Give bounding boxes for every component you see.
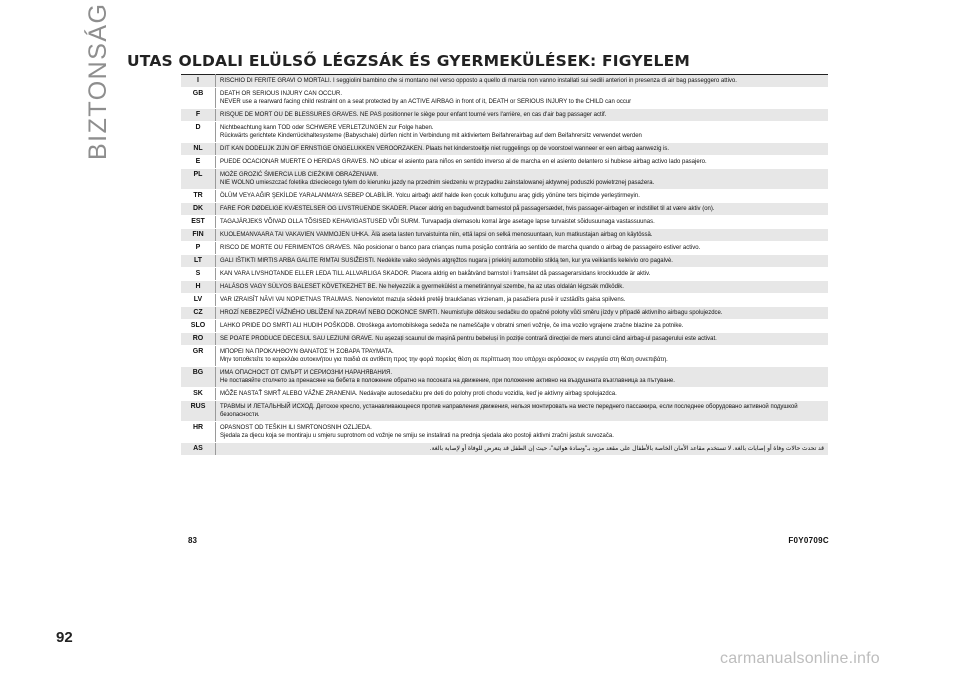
language-code: FIN (181, 229, 216, 242)
warning-row (181, 203, 828, 216)
warning-row (181, 156, 828, 169)
language-code: AS (181, 443, 216, 456)
page-number: 92 (56, 629, 73, 646)
warning-text: VAR IZRAISĪT NĀVI VAI NOPIETNAS TRAUMAS. Nenovietot mazuļa sēdekli pretēji braukšanas virzienam, ja pasažiera pusē ir uzstādīts gaisa spilvens. (216, 294, 829, 307)
warning-text: FARE FOR DØDELIGE KVÆSTELSER OG LIVSTRUENDE SKADER. Placer aldrig en bagudvendt barnestol på passagersædet, hvis passager-airbagen er indstillet til at være aktiv (on). (216, 203, 829, 216)
warning-row (181, 388, 828, 401)
warning-text: DEATH OR SERIOUS INJURY CAN OCCUR. NEVER use a rearward facing child restraint on a seat protected by an ACTIVE AIRBAG in front of it, DEATH or SERIOUS INJURY to the CHILD can occur (216, 88, 829, 109)
warning-text: MOŻE GROZIĆ ŚMIERCIA LUB CIEŻKIMI OBRAŻENIAMI. NIE WOLNO umieszczać foletika dzieciecego tylem do kierunku jazdy na przednim siedzeniu w przypadku zainstalowanej aktywnej poduszki powietrznej pasażera. (216, 169, 829, 190)
warning-row (181, 422, 828, 443)
language-code: LV (181, 294, 216, 307)
language-code: LT (181, 255, 216, 268)
language-code: E (181, 156, 216, 169)
warning-row (181, 346, 828, 367)
warning-text: PUEDE OCACIONAR MUERTE O HERIDAS GRAVES. NO ubicar el asiento para niños en sentido inverso al de marcha en el asiento delantero si hubiese airbag activo lado pasajero. (216, 156, 829, 169)
warning-text: GALI IŠTIKTI MIRTIS ARBA GALITE RIMTAI SUSIŽEISTI. Nedėkite vaiko sėdynės atgręžtos nugara į priekinį automobilio stiklą ten, kur yra veikiantis keleivio oro pagalvė. (216, 255, 829, 268)
warning-text: SE POATE PRODUCE DECESUL SAU LEZIUNI GRAVE. Nu așezați scaunul de mașină pentru bebeluși în poziție contrară direcției de mers atunci când airbag-ul pasagerului este activat. (216, 333, 829, 346)
warning-row (181, 169, 828, 190)
warning-row (181, 109, 828, 122)
warning-text: TAGAJÄRJEKS VÕIVAD OLLA TÕSISED KEHAVIGASTUSED VÕI SURM. Turvapadja olemasolu korral ärge asetage lapse turvaistet sõidusuunaga vastassuunas. (216, 216, 829, 229)
warning-text: MÔŽE NASTAŤ SMRŤ ALEBO VÁŽNE ZRANENIA. Nedávajte autosedačku pre deti do polohy proti chodu vozidla, keď je aktívny airbag spolujazdca. (216, 388, 829, 401)
warning-row (181, 255, 828, 268)
language-code: P (181, 242, 216, 255)
language-code: CZ (181, 307, 216, 320)
warning-row (181, 216, 828, 229)
warning-text: RISCO DE MORTE OU FERIMENTOS GRAVES. Não posicionar o banco para crianças numa posição contrária ao sentido de marcha quando o airbag de passageiro estiver activo. (216, 242, 829, 255)
warning-row (181, 294, 828, 307)
warning-text: HROZÍ NEBEZPEČÍ VÁŽNÉHO UBLÍŽENÍ NA ZDRAVÍ NEBO DOKONCE SMRTI. Neumisťujte dětskou sedačku do opačné polohy vůči směru jízdy v případě aktivního airbagu spolujezdce. (216, 307, 829, 320)
language-code: H (181, 281, 216, 294)
warning-text: OPASNOST OD TEŠKIH ILI SMRTONOSNIH OZLJEDA. Sjedala za djecu koja se montiraju u smjeru suprotnom od vožnje ne smiju se instalirati na prednja sjedala ako postoji aktivni zračni jastuk suvozača. (216, 422, 829, 443)
site-watermark: carmanualsonline.info (720, 650, 880, 667)
language-code: EST (181, 216, 216, 229)
language-code: D (181, 122, 216, 143)
warning-row (181, 367, 828, 388)
language-code: NL (181, 143, 216, 156)
language-code: F (181, 109, 216, 122)
page-heading: UTAS OLDALI ELÜLSŐ LÉGZSÁK ÉS GYERMEKÜLÉSEK: FIGYELEM (127, 52, 691, 70)
figure-number: 83 (188, 536, 197, 545)
warning-row (181, 190, 828, 203)
language-code: SLO (181, 320, 216, 333)
language-code: GB (181, 88, 216, 109)
language-code: RUS (181, 401, 216, 422)
warning-text: ТРАВМЫ И ЛЕТАЛЬНЫЙ ИСХОД. Детское кресло, устанавливающееся против направления движения, нельзя монтировать на месте переднего пассажира, если последнее оборудовано активной подушкой безопасности. (216, 401, 829, 422)
warning-text: DIT KAN DODELIJK ZIJN OF ERNSTIGE ONGELUKKEN VEROORZAKEN. Plaats het kinderstoeltje niet ruggelings op de voorstoel wanneer er een airbag aanwezig is. (216, 143, 829, 156)
language-code: SK (181, 388, 216, 401)
warning-text: RISCHIO DI FERITE GRAVI O MORTALI. I seggiolini bambino che si montano nel verso opposto a quello di marcia non vanno installati sui sedili anteriori in presenza di air bag passeggero attivo. (216, 75, 829, 88)
warning-text: Nichtbeachtung kann TOD oder SCHWERE VERLETZUNGEN zur Folge haben. Rückwärts gerichtete Kinderrückhaltesysteme (Babyschale) dürfen nicht in Verbindung mit aktiviertem Beifahrerairbag auf dem Beifahrersitz verwendet werden (216, 122, 829, 143)
warning-text: ÖLÜM VEYA AĞIR ŞEKİLDE YARALANMAYA SEBEP OLABİLİR. Yolcu airbağı aktif halde iken çocuk koltuğunu araç gidiş yönüne ters biçimde yerleştirmeyin. (216, 190, 829, 203)
language-code: S (181, 268, 216, 281)
language-code: GR (181, 346, 216, 367)
warning-row (181, 401, 828, 422)
language-code: PL (181, 169, 216, 190)
section-sidebar-title: BIZTONSÁG (84, 2, 112, 160)
warning-row (181, 88, 828, 109)
figure-code: F0Y0709C (788, 536, 829, 545)
language-code: TR (181, 190, 216, 203)
warning-row (181, 229, 828, 242)
warning-row (181, 443, 828, 456)
warning-row (181, 281, 828, 294)
warning-row (181, 143, 828, 156)
warning-row (181, 242, 828, 255)
language-code: RO (181, 333, 216, 346)
warning-row (181, 75, 828, 88)
airbag-warning-table (181, 74, 828, 456)
warning-text: ΜΠΟΡΕΙ ΝΑ ΠΡΟΚΛΗΘΟΥΝ ΘΑΝΑΤΟΣ Ή ΣΟΒΑΡΑ ΤΡΑΥΜΑΤΑ. Μην τοποθετείτε το καρεκλάκι αυτοκινήτου για παιδιά σε αντίθετη προς την φορά πορείας θέση σε περίπτωση που υπάρχει αερόσακος εν ενεργεία στη θέση συνεπιβάτη. (216, 346, 829, 367)
language-code: I (181, 75, 216, 88)
warning-text: ИМА ОПАСНОСТ ОТ СМЪРТ И СЕРИОЗНИ НАРАНЯВАНИЯ. Не поставяйте столчето за пренасяне на бебета в положение обратно на посоката на движение, при положение активно на въздушната възглавница за пътуване. (216, 367, 829, 388)
warning-row (181, 320, 828, 333)
warning-text: قد تحدث حالات وفاة أو إصابات بالغة. لا تستخدم مقاعد الأمان الخاصة بالأطفال على مقعد مزود بـ"وسادة هوائية"، حيث إن الطفل قد يتعرض للوفاة أو لإصابة بالغة. (216, 443, 829, 456)
warning-row (181, 333, 828, 346)
language-code: DK (181, 203, 216, 216)
warning-text: KAN VARA LIVSHOTANDE ELLER LEDA TILL ALLVARLIGA SKADOR. Placera aldrig en bakåtvänd barnstol i framsätet då passagerarsidans krockkudde är aktiv. (216, 268, 829, 281)
warning-text: KUOLEMANVAARA TAI VAKAVIEN VAMMOJEN UHKA. Älä aseta lasten turvaistuinta niin, että lapsi on selkä menosuuntaan, kun matkustajan airbag on käytössä. (216, 229, 829, 242)
warning-row (181, 122, 828, 143)
warning-text: RISQUE DE MORT OU DE BLESSURES GRAVES. NE PAS positionner le siège pour enfant tourné vers l'arrière, en cas d'air bag passager actif. (216, 109, 829, 122)
language-code: HR (181, 422, 216, 443)
warning-row (181, 307, 828, 320)
warning-text: HALÁSOS VAGY SÚLYOS BALESET KÖVETKEZHET BE. Ne helyezzük a gyermekülést a menetiránnyal szembe, ha az utas oldalán légzsák működik. (216, 281, 829, 294)
warning-text: LAHKO PRIDE DO SMRTI ALI HUDIH POŠKODB. Otroškega avtomobilskega sedeža ne nameščajte v obratni smeri vožnje, če ima vozilo vgrajene zračne blazine za potnike. (216, 320, 829, 333)
warning-row (181, 268, 828, 281)
language-code: BG (181, 367, 216, 388)
